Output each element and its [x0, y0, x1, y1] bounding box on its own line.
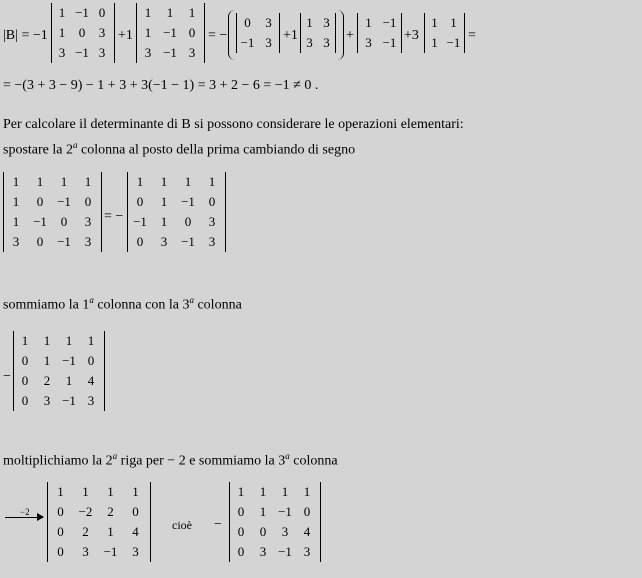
paragraph-1: Per calcolare il determinante di B si possono considerare le operazioni elementari:: [3, 117, 464, 132]
eq5-matrix-2: [229, 482, 321, 562]
matrix-cell: 1: [21, 333, 29, 348]
matrix-cell: 1: [12, 194, 20, 209]
matrix-cell: 3: [58, 45, 66, 60]
matrix-cell: −1: [163, 45, 177, 60]
matrix-cell: −1: [62, 353, 76, 368]
matrix-cell: 0: [237, 544, 245, 559]
eq3-matrix-1: [3, 172, 102, 252]
matrix-cell: −1: [57, 234, 71, 249]
matrix-cell: 3: [188, 45, 196, 60]
matrix-cell: 1: [259, 504, 267, 519]
matrix-row: [52, 43, 112, 63]
matrix-cell: 1: [208, 174, 216, 189]
matrix-cell: 0: [57, 544, 64, 559]
matrix-cell: 1: [166, 5, 174, 20]
matrix-cell: 0: [21, 393, 29, 408]
eq1-matrix-1: [51, 3, 115, 63]
matrix-cell: 0: [184, 214, 192, 229]
matrix-row: [128, 192, 224, 212]
matrix-cell: 1: [132, 484, 139, 499]
matrix-row: [48, 542, 148, 562]
matrix-cell: 1: [303, 484, 311, 499]
matrix-cell: 2: [82, 524, 89, 539]
eq4-sign: −: [3, 369, 11, 384]
matrix-cell: 3: [323, 15, 330, 30]
matrix-row: [128, 232, 224, 252]
matrix-row: [14, 331, 102, 351]
matrix-cell: 3: [259, 544, 267, 559]
matrix-cell: 1: [136, 174, 144, 189]
eq5-matrix-1: [47, 482, 151, 562]
eq1-matrix-3: [236, 13, 280, 53]
matrix-row: [48, 482, 148, 502]
matrix-cell: 0: [244, 15, 251, 30]
matrix-cell: 3: [132, 544, 139, 559]
matrix-row: [4, 212, 100, 232]
matrix-cell: 2: [43, 373, 51, 388]
matrix-cell: 1: [87, 333, 95, 348]
matrix-cell: 3: [160, 234, 168, 249]
matrix-cell: 0: [60, 214, 68, 229]
matrix-cell: 1: [43, 333, 51, 348]
arrow-label: −2: [20, 507, 30, 517]
matrix-cell: −1: [103, 544, 118, 559]
matrix-cell: 4: [87, 373, 95, 388]
eq3-equals-minus: = −: [104, 209, 124, 224]
matrix-cell: 0: [259, 524, 267, 539]
matrix-cell: 3: [265, 15, 272, 30]
matrix-row: [230, 502, 318, 522]
matrix-cell: −1: [75, 5, 89, 20]
matrix-cell: 3: [365, 35, 372, 50]
matrix-cell: 3: [84, 214, 92, 229]
matrix-cell: 1: [107, 484, 114, 499]
matrix-cell: 1: [281, 484, 289, 499]
matrix-cell: 1: [82, 484, 89, 499]
matrix-row: [301, 13, 335, 33]
eq1-matrix-4: [300, 13, 336, 53]
matrix-row: [4, 192, 100, 212]
eq1-plus-2: +: [346, 28, 354, 43]
matrix-row: [358, 13, 400, 33]
matrix-cell: 3: [84, 234, 92, 249]
matrix-cell: 1: [365, 15, 372, 30]
matrix-cell: 1: [184, 174, 192, 189]
matrix-cell: 0: [136, 234, 144, 249]
matrix-cell: 3: [281, 524, 289, 539]
matrix-cell: 0: [132, 504, 139, 519]
matrix-cell: 3: [98, 25, 106, 40]
matrix-cell: 1: [237, 484, 245, 499]
matrix-cell: 1: [431, 15, 438, 30]
eq1-equals-minus: = −: [208, 28, 228, 43]
paragraph-2: spostare la 2$^a$ colonna al posto della prima cambiando di segno: [3, 140, 356, 158]
matrix-cell: 1: [431, 35, 438, 50]
eq2: = −(3 + 3 − 9) − 1 + 3 + 3(−1 − 1) = 3 + 2 − 6 = −1 ≠ 0 .: [3, 78, 319, 93]
matrix-cell: 0: [57, 524, 64, 539]
matrix-cell: 1: [12, 214, 20, 229]
matrix-cell: 1: [144, 25, 152, 40]
matrix-row: [4, 232, 100, 252]
eq1-plus-inner: +1: [283, 28, 298, 43]
matrix-cell: 1: [36, 174, 44, 189]
paragraph-3: sommiamo la 1$^a$ colonna con la 3$^a$ colonna: [3, 295, 242, 313]
matrix-cell: 2: [107, 504, 114, 519]
matrix-cell: 1: [57, 484, 64, 499]
matrix-cell: 0: [78, 25, 86, 40]
arrow-icon: [5, 517, 43, 518]
matrix-cell: −1: [62, 393, 76, 408]
eq1-equals-end: =: [468, 28, 476, 43]
matrix-cell: 1: [450, 15, 457, 30]
matrix-cell: 0: [36, 234, 44, 249]
matrix-cell: 1: [306, 15, 313, 30]
eq5-sign: −: [214, 517, 222, 532]
matrix-cell: 0: [21, 353, 29, 368]
matrix-row: [128, 212, 224, 232]
matrix-cell: 3: [43, 393, 51, 408]
matrix-cell: 1: [160, 174, 168, 189]
matrix-cell: 3: [208, 234, 216, 249]
matrix-row: [48, 522, 148, 542]
matrix-cell: 1: [160, 194, 168, 209]
eq1-plus-3: +3: [404, 28, 419, 43]
cioe-label: cioè: [172, 518, 192, 532]
paragraph-4: moltiplichiamo la 2$^a$ riga per − 2 e sommiamo la 3$^a$ colonna: [3, 451, 338, 469]
matrix-cell: 3: [144, 45, 152, 60]
matrix-cell: 0: [36, 194, 44, 209]
matrix-row: [137, 23, 203, 43]
matrix-cell: 1: [65, 373, 73, 388]
matrix-cell: 0: [237, 504, 245, 519]
matrix-cell: 0: [57, 504, 64, 519]
matrix-row: [230, 482, 318, 502]
matrix-cell: 1: [144, 5, 152, 20]
matrix-row: [237, 33, 279, 53]
matrix-row: [52, 3, 112, 23]
matrix-row: [52, 23, 112, 43]
matrix-row: [301, 33, 335, 53]
matrix-row: [237, 13, 279, 33]
matrix-cell: 1: [65, 333, 73, 348]
matrix-cell: 3: [306, 35, 313, 50]
matrix-row: [425, 13, 463, 33]
matrix-cell: −1: [163, 25, 177, 40]
eq1-matrix-6: [424, 13, 465, 53]
matrix-cell: 1: [84, 174, 92, 189]
matrix-row: [14, 391, 102, 411]
matrix-cell: −1: [33, 214, 47, 229]
right-paren: [337, 10, 344, 60]
matrix-cell: 0: [21, 373, 29, 388]
matrix-row: [230, 522, 318, 542]
matrix-cell: 3: [208, 214, 216, 229]
matrix-cell: 1: [160, 214, 168, 229]
matrix-cell: 0: [237, 524, 245, 539]
matrix-cell: 1: [58, 25, 66, 40]
matrix-cell: −1: [240, 35, 255, 50]
eq1-matrix-2: [136, 3, 205, 63]
matrix-cell: 1: [188, 5, 196, 20]
matrix-cell: 1: [60, 174, 68, 189]
matrix-cell: 4: [132, 524, 139, 539]
matrix-cell: 3: [303, 544, 311, 559]
matrix-cell: −1: [57, 194, 71, 209]
matrix-cell: −1: [382, 15, 397, 30]
matrix-cell: 0: [98, 5, 106, 20]
matrix-cell: 3: [82, 544, 89, 559]
matrix-cell: 1: [58, 5, 66, 20]
matrix-row: [48, 502, 148, 522]
matrix-cell: 4: [303, 524, 311, 539]
eq1-plus-1: +1: [118, 28, 133, 43]
matrix-cell: −1: [181, 194, 195, 209]
matrix-row: [14, 351, 102, 371]
eq3-matrix-2: [127, 172, 226, 252]
matrix-cell: −2: [78, 504, 93, 519]
matrix-row: [358, 33, 400, 53]
matrix-cell: 0: [87, 353, 95, 368]
matrix-cell: 3: [87, 393, 95, 408]
matrix-cell: −1: [133, 214, 147, 229]
matrix-cell: −1: [382, 35, 397, 50]
eq4-matrix: [13, 331, 105, 411]
matrix-row: [137, 3, 203, 23]
matrix-cell: 0: [208, 194, 216, 209]
matrix-cell: 0: [136, 194, 144, 209]
matrix-row: [425, 33, 463, 53]
matrix-row: [14, 371, 102, 391]
matrix-row: [230, 542, 318, 562]
matrix-row: [4, 172, 100, 192]
matrix-cell: 3: [323, 35, 330, 50]
matrix-cell: −1: [446, 35, 461, 50]
matrix-cell: −1: [181, 234, 195, 249]
matrix-cell: −1: [278, 504, 292, 519]
matrix-cell: −1: [75, 45, 89, 60]
matrix-cell: 1: [12, 174, 20, 189]
matrix-cell: 3: [98, 45, 106, 60]
eq1-matrix-5: [357, 13, 402, 53]
matrix-cell: −1: [278, 544, 292, 559]
matrix-cell: 0: [84, 194, 92, 209]
matrix-cell: 1: [259, 484, 267, 499]
matrix-row: [128, 172, 224, 192]
matrix-cell: 0: [303, 504, 311, 519]
matrix-cell: 0: [188, 25, 196, 40]
matrix-cell: 1: [43, 353, 51, 368]
left-paren: [228, 10, 235, 60]
matrix-cell: 1: [107, 524, 114, 539]
matrix-cell: 3: [265, 35, 272, 50]
matrix-cell: 3: [12, 234, 20, 249]
matrix-row: [137, 43, 203, 63]
eq1-lhs: |B| = −1: [3, 28, 48, 43]
